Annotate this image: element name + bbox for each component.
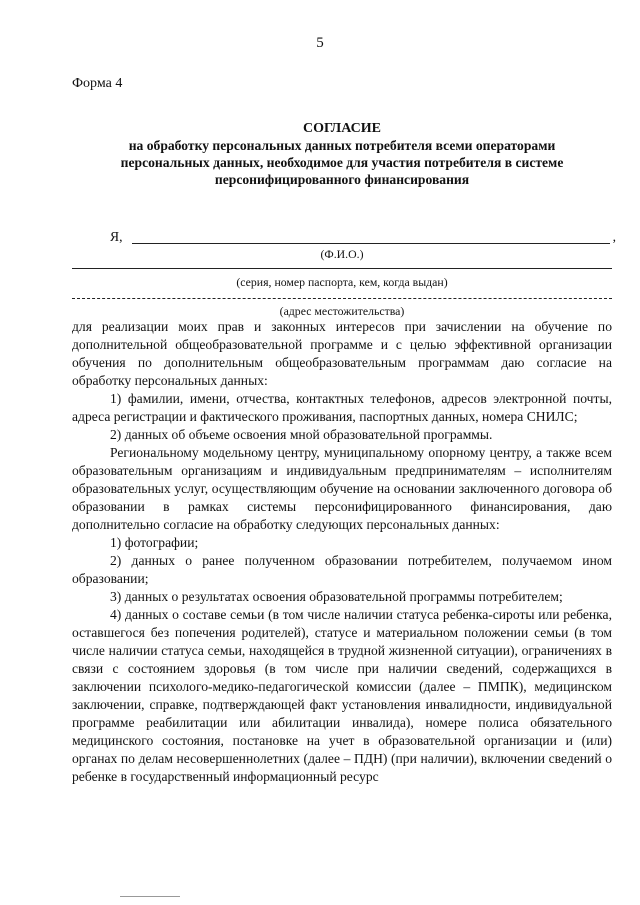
fio-caption: (Ф.И.О.) [320,247,364,261]
form-label: Форма 4 [72,76,123,91]
paragraph: 2) данных о ранее полученном образовании потребителем, получаемом ином образовании; [72,553,612,586]
paragraph: 2) данных об объеме освоения мной образовательной программы. [110,427,493,442]
passport-caption: (серия, номер паспорта, кем, когда выдан) [236,275,448,289]
page-number: 5 [316,35,324,51]
ya-comma: , [612,229,616,244]
address-caption: (адрес местожительства) [279,304,405,318]
address-fill-line[interactable] [72,298,612,299]
paragraph: 3) данных о результатах освоения образовательной программы потребителем; [110,589,563,604]
title-line: персональных данных, необходимое для участия потребителя в системе [120,155,564,170]
document-title [72,120,612,188]
title-main: СОГЛАСИЕ [303,121,381,136]
paragraph: 1) фотографии; [110,535,199,550]
footer-divider [120,896,180,897]
title-line: персонифицированного финансирования [214,172,470,187]
paragraph: 4) данных о составе семьи (в том числе наличии статуса ребенка-сироты или ребенка, оставшегося без попечения родителей), статусе и материальном положении семьи (в том числе наличии статуса семьи, находящейся в трудной жизненной ситуации), ограничениях в связи с состоянием здоровья (в том числе при наличии сведений, содержащихся в заключении психолого-медико-педагогической комиссии (далее – ПМПК), медицинском заключении, справке, подтверждающей факт установления инвалидности, индивидуальной программе реабилитации или абилитации инвалида), номере полиса обязательного медицинского состояния, постановке на учет в образовательной организации и (или) органах по делам несовершеннолетних (далее – ПДН) (при наличии), включении сведений о ребенке в государственный информационный ресурс [72,607,612,784]
name-fill-line[interactable] [132,243,610,244]
passport-fill-line[interactable] [72,268,612,269]
consent-body [72,318,612,786]
paragraph: Региональному модельному центру, муниципальному опорному центру, а также всем образовательным организациям и индивидуальным предпринимателям – исполнителям образовательных услуг, осуществляющим обучение на основании заключенного договора об образовании в рамках системы персонифицированного финансирования, даю дополнительно согласие на обработку следующих персональных данных: [72,445,612,532]
ya-label: Я, [110,229,123,244]
paragraph: для реализации моих прав и законных интересов при зачислении на обучение по дополнительной общеобразовательной программе и с целью эффективной организации обучения по дополнительным общеобразовательным программам даю согласие на обработку персональных данных: [72,319,612,388]
paragraph: 1) фамилии, имени, отчества, контактных телефонов, адресов электронной почты, адреса регистрации и фактического проживания, паспортных данных, номера СНИЛС; [72,391,612,424]
title-line: на обработку персональных данных потребителя всеми операторами [128,138,556,153]
name-field-row [110,229,616,247]
